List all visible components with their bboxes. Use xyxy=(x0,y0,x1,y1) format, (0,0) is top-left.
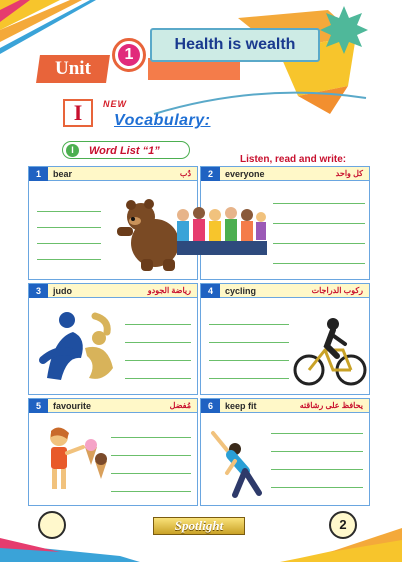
unit-label-text: Unit xyxy=(55,58,91,79)
word-arabic: رياضة الجودو xyxy=(147,286,191,295)
writing-line[interactable] xyxy=(37,211,101,212)
word-cell-header xyxy=(201,284,369,298)
word-arabic: يحافظ على رشاقته xyxy=(299,401,363,410)
footer-blank-circle xyxy=(38,511,66,539)
word-list-label: Word List “1” xyxy=(89,145,160,157)
word-number: 2 xyxy=(201,167,220,181)
word-cell-header xyxy=(29,399,197,413)
word-number: 1 xyxy=(29,167,48,181)
writing-line[interactable] xyxy=(273,243,365,244)
writing-line[interactable] xyxy=(125,378,191,379)
word-english: keep fit xyxy=(225,401,257,411)
writing-line[interactable] xyxy=(125,360,191,361)
writing-line[interactable] xyxy=(209,342,289,343)
unit-label xyxy=(36,55,110,83)
section-title: Vocabulary: xyxy=(114,112,211,129)
unit-number-badge xyxy=(112,38,146,72)
cyclist-icon xyxy=(293,316,367,388)
writing-line[interactable] xyxy=(271,451,363,452)
word-english: favourite xyxy=(53,401,92,411)
word-cell-header xyxy=(29,284,197,298)
writing-line[interactable] xyxy=(271,487,363,488)
brand-logo: Spotlight xyxy=(153,517,245,535)
writing-line[interactable] xyxy=(37,259,101,260)
writing-line[interactable] xyxy=(111,473,191,474)
writing-line[interactable] xyxy=(209,324,289,325)
writing-line[interactable] xyxy=(37,243,101,244)
judo-icon xyxy=(37,308,119,388)
writing-line[interactable] xyxy=(37,227,101,228)
group-of-people-icon xyxy=(173,205,269,259)
woman-exercise-icon xyxy=(205,423,267,499)
word-cell-cycling xyxy=(200,283,370,395)
instruction-text: Listen, read and write: xyxy=(240,154,347,165)
word-cell-header xyxy=(201,399,369,413)
word-cell-keep-fit xyxy=(200,398,370,506)
word-arabic: مُفضل xyxy=(169,401,191,410)
star-badge-icon xyxy=(318,4,370,56)
writing-line[interactable] xyxy=(125,342,191,343)
word-english: bear xyxy=(53,169,73,179)
page-number-badge xyxy=(329,511,357,539)
unit-title: Health is wealth xyxy=(174,36,296,53)
word-list-pill xyxy=(62,141,190,159)
word-number: 5 xyxy=(29,399,48,413)
word-english: cycling xyxy=(225,286,257,296)
unit-title-box xyxy=(150,28,320,62)
unit-number: 1 xyxy=(118,44,140,66)
word-cell-judo xyxy=(28,283,198,395)
new-tag: NEW xyxy=(103,99,127,109)
page-number: 2 xyxy=(339,517,347,532)
writing-line[interactable] xyxy=(273,203,365,204)
writing-line[interactable] xyxy=(111,437,191,438)
word-arabic: كل واحد xyxy=(335,169,363,178)
word-cell-header xyxy=(201,167,369,181)
girl-ice-cream-icon xyxy=(39,425,113,497)
writing-line[interactable] xyxy=(271,433,363,434)
word-arabic: دُب xyxy=(179,169,191,178)
decorative-corner-stripes xyxy=(0,0,120,60)
writing-line[interactable] xyxy=(111,455,191,456)
word-english: everyone xyxy=(225,169,265,179)
word-number: 3 xyxy=(29,284,48,298)
word-cell-favourite xyxy=(28,398,198,506)
writing-line[interactable] xyxy=(111,491,191,492)
word-number: 6 xyxy=(201,399,220,413)
word-cell-header xyxy=(29,167,197,181)
word-cell-everyone xyxy=(200,166,370,280)
writing-line[interactable] xyxy=(271,469,363,470)
writing-line[interactable] xyxy=(125,324,191,325)
lesson-number: I xyxy=(63,99,93,127)
word-english: judo xyxy=(53,286,72,296)
sub-section-number: I xyxy=(66,144,79,157)
writing-line[interactable] xyxy=(273,263,365,264)
writing-line[interactable] xyxy=(273,223,365,224)
writing-line[interactable] xyxy=(209,378,289,379)
word-arabic: ركوب الدراجات xyxy=(311,286,363,295)
word-number: 4 xyxy=(201,284,220,298)
writing-line[interactable] xyxy=(209,360,289,361)
